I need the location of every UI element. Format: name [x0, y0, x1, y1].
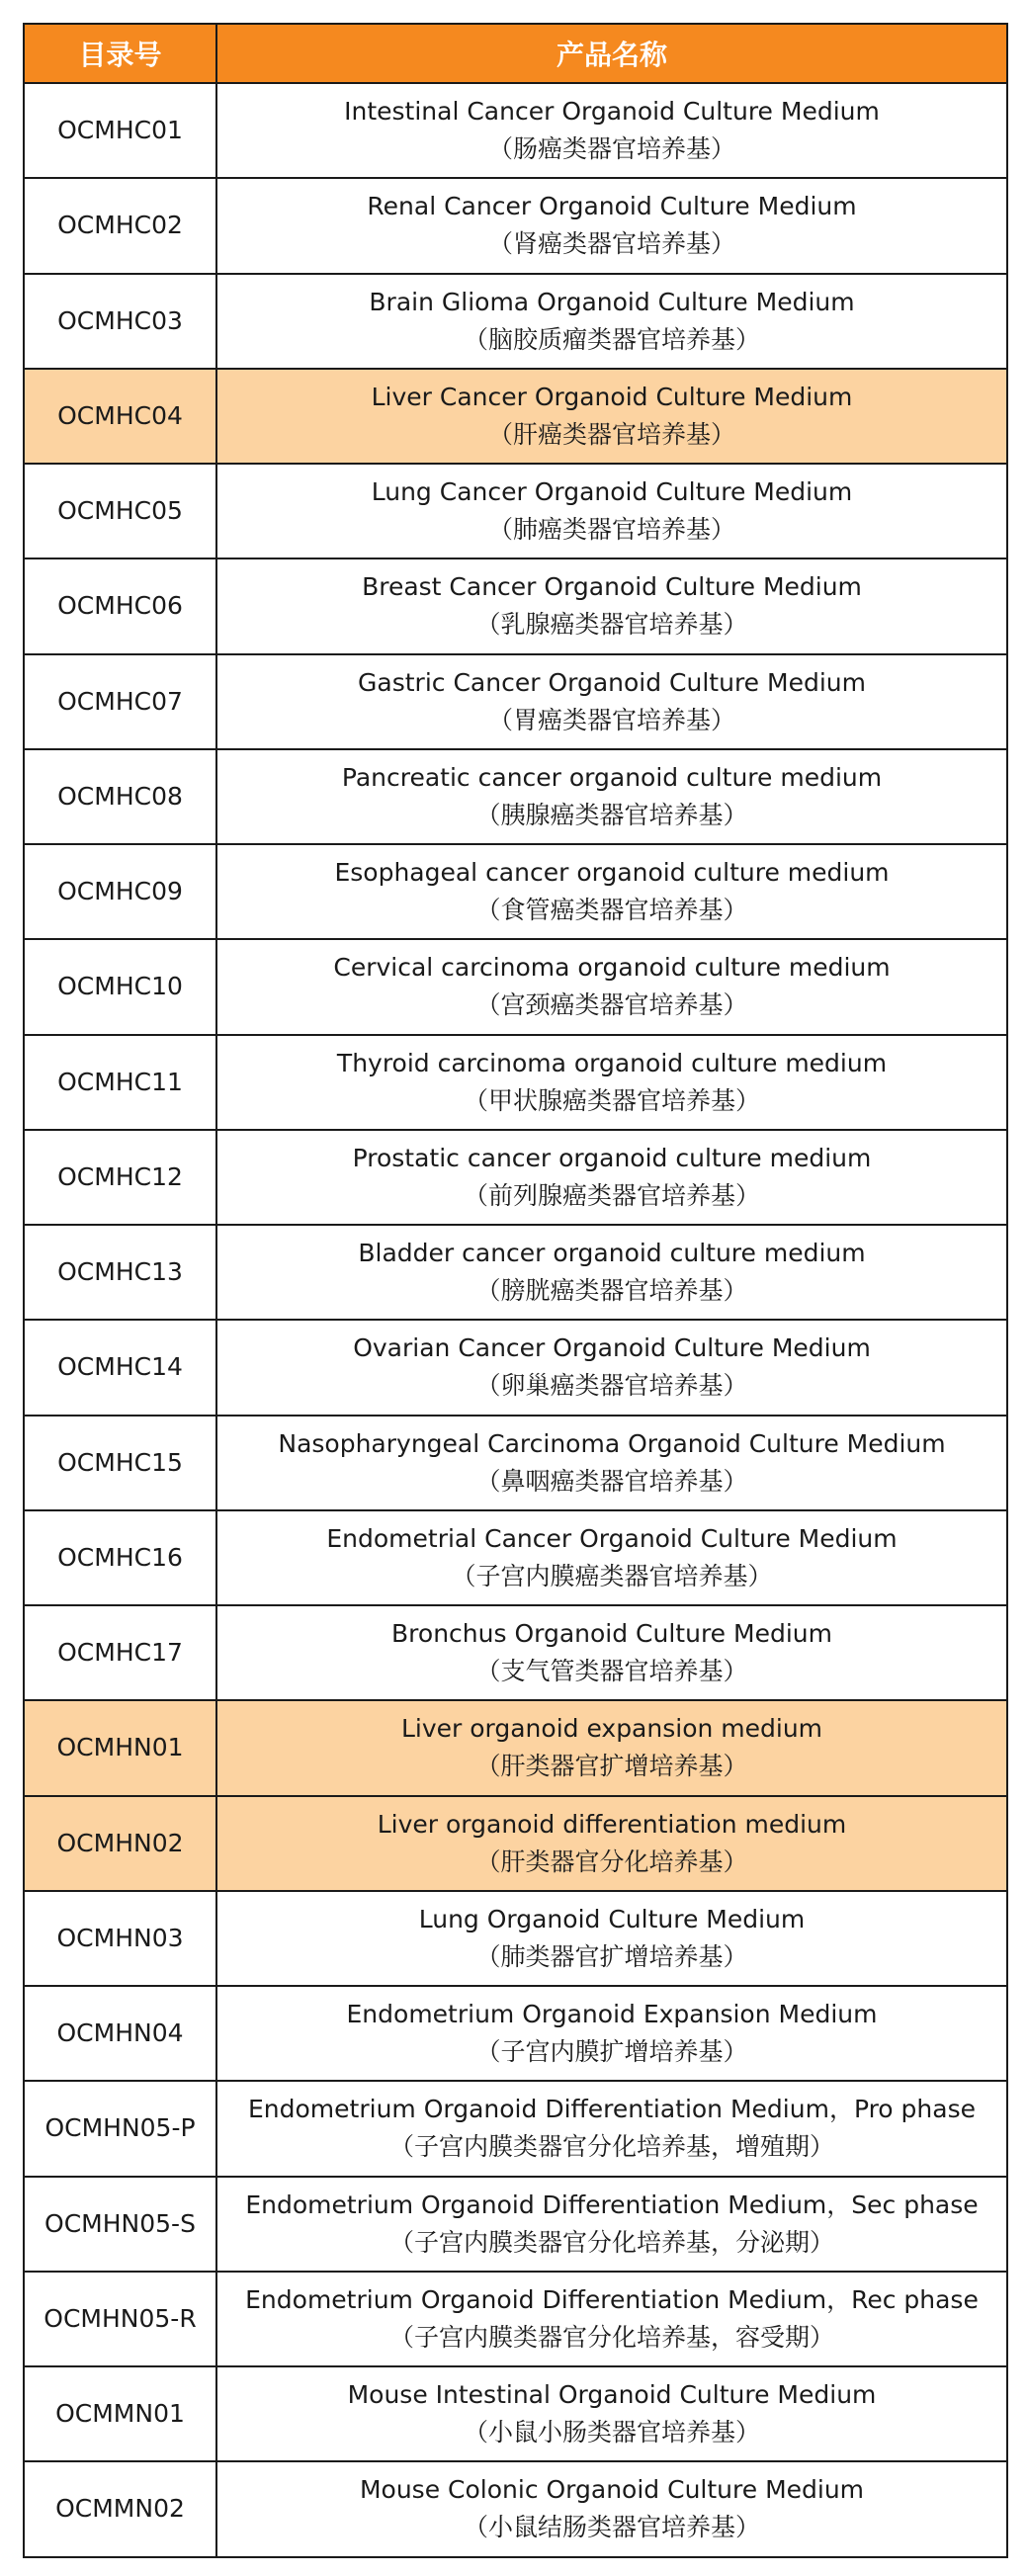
table-row	[24, 1891, 1007, 1986]
product-name-cell	[216, 1035, 1007, 1130]
product-name-chinese: （子宫内膜类器官分化培养基，增殖期）	[388, 2132, 834, 2162]
catalog-number-cell: OCMHC06	[24, 558, 216, 653]
catalog-number-cell: OCMHC01	[24, 83, 216, 178]
product-name-chinese: （肝类器官分化培养基）	[475, 1846, 748, 1876]
product-name-chinese: （子宫内膜癌类器官培养基）	[451, 1561, 773, 1590]
table-row	[24, 1986, 1007, 2081]
catalog-number-cell: OCMHC13	[24, 1225, 216, 1320]
catalog-number-cell: OCMHC15	[24, 1416, 216, 1510]
product-name-chinese: （肾癌类器官培养基）	[487, 229, 735, 259]
table-row	[24, 654, 1007, 749]
table-row	[24, 1416, 1007, 1510]
catalog-number-cell: OCMHC11	[24, 1035, 216, 1130]
product-name-english: Brain Glioma Organoid Culture Medium	[369, 287, 855, 316]
table-row	[24, 1225, 1007, 1320]
product-name-english: Endometrial Cancer Organoid Culture Medium	[326, 1523, 898, 1553]
product-name-cell	[216, 2177, 1007, 2272]
product-name-cell	[216, 1225, 1007, 1320]
product-name-chinese: （子宫内膜类器官分化培养基，容受期）	[388, 2322, 834, 2352]
catalog-number-cell: OCMHN03	[24, 1891, 216, 1986]
table-row	[24, 1130, 1007, 1225]
catalog-number-cell: OCMHC12	[24, 1130, 216, 1225]
product-name-chinese: （子宫内膜类器官分化培养基，分泌期）	[388, 2227, 834, 2257]
product-name-english: Nasopharyngeal Carcinoma Organoid Culture Medium	[278, 1428, 946, 1458]
product-name-cell	[216, 844, 1007, 939]
table-row	[24, 844, 1007, 939]
product-name-chinese: （小鼠小肠类器官培养基）	[463, 2418, 760, 2447]
product-name-chinese: （肺类器官扩增培养基）	[475, 1941, 748, 1971]
catalog-number-cell: OCMHC14	[24, 1320, 216, 1415]
table-row	[24, 1035, 1007, 1130]
table-row	[24, 178, 1007, 273]
product-name-english: Thyroid carcinoma organoid culture medium	[336, 1048, 888, 1077]
product-name-cell	[216, 1796, 1007, 1891]
product-name-cell	[216, 1891, 1007, 1986]
product-name-cell	[216, 274, 1007, 369]
product-name-english: Endometrium Organoid Expansion Medium	[346, 2000, 878, 2029]
header-product-name: 产品名称	[216, 24, 1007, 83]
product-name-chinese: （前列腺癌类器官培养基）	[463, 1180, 760, 1210]
product-name-english: Bladder cancer organoid culture medium	[358, 1239, 866, 1268]
catalog-number-cell: OCMHC09	[24, 844, 216, 939]
product-name-chinese: （卵巢癌类器官培养基）	[475, 1371, 748, 1401]
catalog-number-cell: OCMHC08	[24, 749, 216, 844]
product-name-cell	[216, 1320, 1007, 1415]
catalog-number-cell: OCMHN04	[24, 1986, 216, 2081]
product-name-english: Mouse Intestinal Organoid Culture Medium	[347, 2380, 877, 2410]
product-name-english: Breast Cancer Organoid Culture Medium	[362, 572, 862, 602]
product-name-english: Ovarian Cancer Organoid Culture Medium	[353, 1333, 871, 1363]
product-name-english: Intestinal Cancer Organoid Culture Medium	[344, 97, 880, 127]
product-name-english: Gastric Cancer Organoid Culture Medium	[358, 667, 866, 697]
product-name-cell	[216, 2366, 1007, 2461]
product-name-chinese: （肝类器官扩增培养基）	[475, 1752, 748, 1781]
product-name-cell	[216, 1700, 1007, 1795]
table-row	[24, 2081, 1007, 2176]
table-row	[24, 2272, 1007, 2366]
product-name-english: Liver Cancer Organoid Culture Medium	[371, 382, 853, 411]
product-name-english: Lung Cancer Organoid Culture Medium	[371, 477, 853, 507]
product-name-cell	[216, 1130, 1007, 1225]
table-row	[24, 1796, 1007, 1891]
product-name-english: Pancreatic cancer organoid culture medium	[341, 762, 883, 792]
catalog-number-cell: OCMHN01	[24, 1700, 216, 1795]
table-row	[24, 558, 1007, 653]
catalog-number-cell: OCMHC16	[24, 1510, 216, 1605]
product-name-cell	[216, 2461, 1007, 2556]
product-name-english: Endometrium Organoid Differentiation Medium，Sec phase	[245, 2190, 979, 2219]
header-catalog-number: 目录号	[24, 24, 216, 83]
product-name-chinese: （脑胶质瘤类器官培养基）	[463, 324, 760, 354]
catalog-number-cell: OCMMN01	[24, 2366, 216, 2461]
product-name-cell	[216, 939, 1007, 1034]
product-name-english: Cervical carcinoma organoid culture medium	[333, 953, 891, 983]
product-name-english: Renal Cancer Organoid Culture Medium	[367, 192, 857, 221]
product-name-english: Liver organoid differentiation medium	[377, 1809, 847, 1839]
table-row	[24, 1320, 1007, 1415]
product-name-chinese: （膀胱癌类器官培养基）	[475, 1276, 748, 1306]
product-name-english: Endometrium Organoid Differentiation Medium，Rec phase	[245, 2284, 979, 2314]
product-name-chinese: （子宫内膜扩增培养基）	[475, 2037, 748, 2067]
product-name-english: Lung Organoid Culture Medium	[418, 1904, 806, 1933]
catalog-number-cell: OCMHC02	[24, 178, 216, 273]
product-name-cell	[216, 1605, 1007, 1700]
table-row	[24, 939, 1007, 1034]
product-name-chinese: （胰腺癌类器官培养基）	[475, 800, 748, 829]
table-row	[24, 274, 1007, 369]
product-catalog-table	[23, 23, 1008, 2558]
catalog-number-cell: OCMMN02	[24, 2461, 216, 2556]
table-row	[24, 1700, 1007, 1795]
product-name-english: Esophageal cancer organoid culture medium	[334, 858, 890, 888]
catalog-number-cell: OCMHC03	[24, 274, 216, 369]
header-row	[24, 24, 1007, 83]
product-name-cell	[216, 464, 1007, 558]
product-name-cell	[216, 1416, 1007, 1510]
product-name-cell	[216, 1986, 1007, 2081]
table-row	[24, 2177, 1007, 2272]
table-row	[24, 83, 1007, 178]
table-row	[24, 2366, 1007, 2461]
product-name-chinese: （鼻咽癌类器官培养基）	[475, 1466, 748, 1496]
product-name-chinese: （胃癌类器官培养基）	[487, 705, 735, 734]
product-name-chinese: （肠癌类器官培养基）	[487, 134, 735, 164]
catalog-number-cell: OCMHN02	[24, 1796, 216, 1891]
product-name-chinese: （甲状腺癌类器官培养基）	[463, 1085, 760, 1115]
table-row	[24, 464, 1007, 558]
table-row	[24, 749, 1007, 844]
product-name-cell	[216, 369, 1007, 464]
catalog-number-cell: OCMHC04	[24, 369, 216, 464]
product-name-cell	[216, 83, 1007, 178]
catalog-number-cell: OCMHC10	[24, 939, 216, 1034]
product-name-cell	[216, 2081, 1007, 2176]
table-row	[24, 2461, 1007, 2556]
product-name-chinese: （支气管类器官培养基）	[475, 1657, 748, 1686]
table-row	[24, 1605, 1007, 1700]
product-name-english: Bronchus Organoid Culture Medium	[391, 1619, 832, 1649]
product-name-chinese: （乳腺癌类器官培养基）	[475, 610, 748, 640]
table-row	[24, 369, 1007, 464]
product-name-cell	[216, 2272, 1007, 2366]
product-name-chinese: （小鼠结肠类器官培养基）	[463, 2513, 760, 2542]
product-name-english: Liver organoid expansion medium	[400, 1714, 823, 1744]
product-name-chinese: （肺癌类器官培养基）	[487, 515, 735, 545]
product-name-english: Prostatic cancer organoid culture medium	[352, 1143, 872, 1172]
catalog-number-cell: OCMHC05	[24, 464, 216, 558]
product-name-cell	[216, 1510, 1007, 1605]
product-name-english: Mouse Colonic Organoid Culture Medium	[359, 2475, 865, 2505]
product-name-chinese: （肝癌类器官培养基）	[487, 419, 735, 449]
product-name-cell	[216, 178, 1007, 273]
table-header	[24, 24, 1007, 83]
product-name-cell	[216, 558, 1007, 653]
product-name-cell	[216, 749, 1007, 844]
catalog-number-cell: OCMHN05-P	[24, 2081, 216, 2176]
product-name-english: Endometrium Organoid Differentiation Medium，Pro phase	[248, 2095, 976, 2124]
catalog-number-cell: OCMHC07	[24, 654, 216, 749]
product-name-chinese: （宫颈癌类器官培养基）	[475, 990, 748, 1020]
product-name-cell	[216, 654, 1007, 749]
catalog-number-cell: OCMHN05-R	[24, 2272, 216, 2366]
table-body	[24, 83, 1007, 2557]
table-row	[24, 1510, 1007, 1605]
catalog-number-cell: OCMHN05-S	[24, 2177, 216, 2272]
catalog-number-cell: OCMHC17	[24, 1605, 216, 1700]
product-name-chinese: （食管癌类器官培养基）	[475, 896, 748, 925]
